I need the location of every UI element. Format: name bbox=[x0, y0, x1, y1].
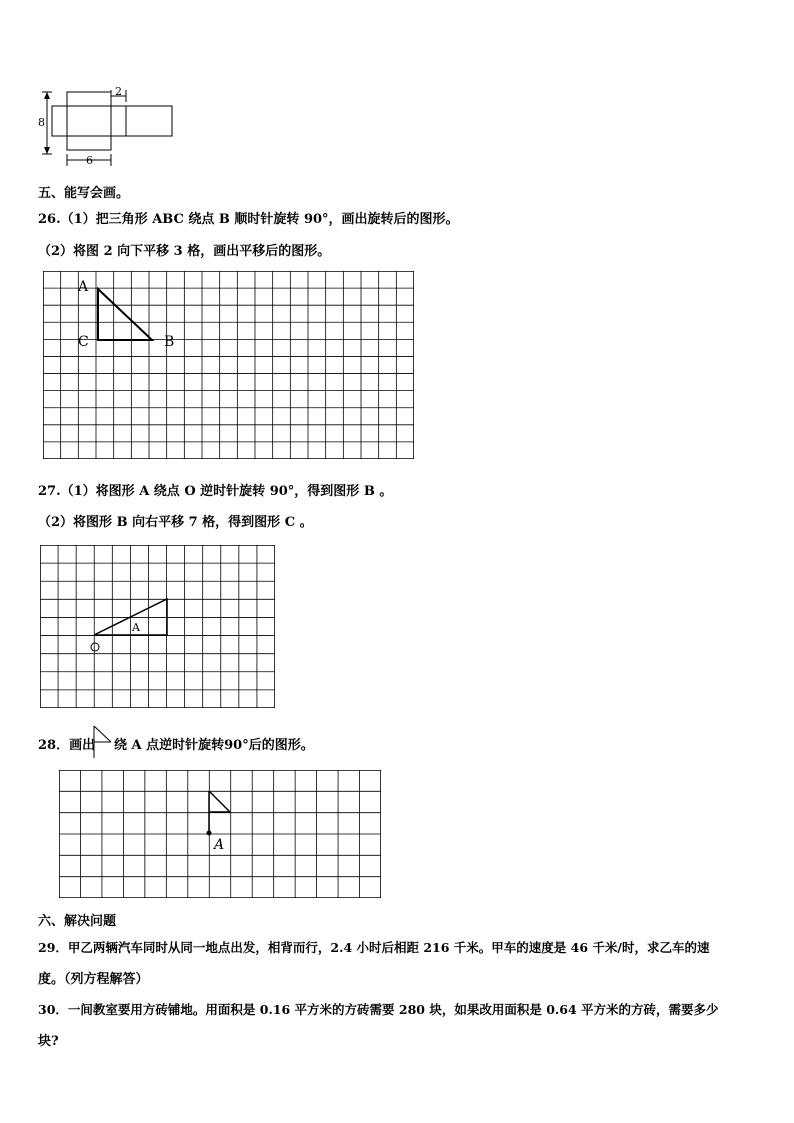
q26-vertex-c: C bbox=[78, 334, 89, 350]
dim-label-2: 2 bbox=[115, 85, 122, 98]
net-front-face bbox=[67, 106, 111, 136]
net-left-face bbox=[52, 106, 67, 136]
net-top-face bbox=[67, 92, 111, 106]
net-bottom-face bbox=[67, 136, 111, 150]
q29-line2: 度。（列方程解答） bbox=[38, 972, 149, 987]
q27-line1: 27.（1）将图形 A 绕点 O 逆时针旋转 90°，得到图形 B 。 bbox=[38, 484, 393, 499]
q27-figure-a bbox=[40, 545, 275, 708]
cuboid-net-figure bbox=[38, 84, 178, 170]
q28-label-a: A bbox=[214, 837, 225, 853]
q28-suffix: 绕 A 点逆时针旋转90°后的图形。 bbox=[114, 738, 314, 753]
section-5-title: 五、能写会画。 bbox=[38, 186, 130, 201]
q26-line2: （2）将图 2 向下平移 3 格，画出平移后的图形。 bbox=[38, 244, 331, 259]
section-6-title: 六、解决问题 bbox=[38, 914, 117, 929]
q28-flag-icon bbox=[92, 724, 114, 760]
dim-label-6: 6 bbox=[86, 154, 93, 167]
q30-line2: 块? bbox=[38, 1034, 59, 1049]
q26-vertex-a: A bbox=[78, 279, 89, 295]
q26-line1: 26.（1）把三角形 ABC 绕点 B 顺时针旋转 90°，画出旋转后的图形。 bbox=[38, 212, 459, 227]
q27-label-a: A bbox=[132, 621, 140, 634]
q26-vertex-b: B bbox=[164, 334, 175, 350]
q27-label-o: O bbox=[90, 651, 91, 652]
q30-line1: 30．一间教室要用方砖铺地。用面积是 0.16 平方米的方砖需要 280 块，如果改用面积是 0.64 平方米的方砖，需要多少 bbox=[38, 1002, 719, 1017]
q28-flag-figure bbox=[59, 770, 381, 898]
dim-label-8: 8 bbox=[38, 116, 45, 129]
net-back-face bbox=[126, 106, 172, 136]
q26-triangle-abc bbox=[70, 278, 190, 350]
q29-line1: 29．甲乙两辆汽车同时从同一地点出发，相背而行，2.4 小时后相距 216 千米。甲车的速度是 46 千米/时，求乙车的速 bbox=[38, 940, 710, 955]
q28-prefix: 28．画出 bbox=[38, 738, 96, 753]
q27-line2: （2）将图形 B 向右平移 7 格，得到图形 C 。 bbox=[38, 515, 313, 530]
net-right-face bbox=[111, 106, 126, 136]
